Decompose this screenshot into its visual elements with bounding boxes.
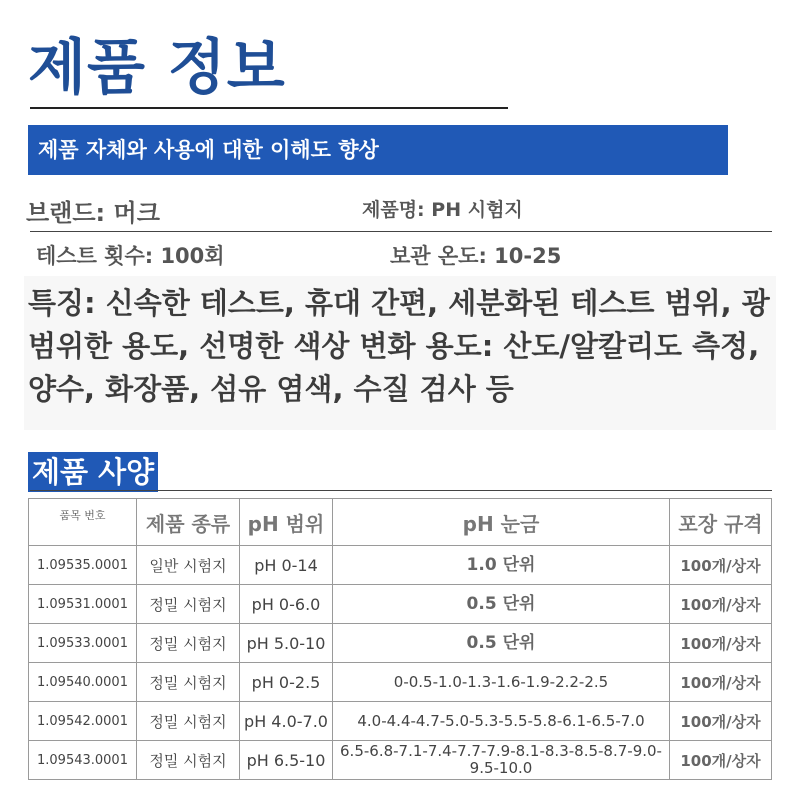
item-no-cell: 1.09542.0001 bbox=[29, 702, 137, 741]
range-cell: pH 0-2.5 bbox=[240, 663, 333, 702]
table-row bbox=[29, 702, 772, 741]
scale-cell: 1.0 단위 bbox=[333, 546, 670, 585]
test-count-label: 테스트 횟수: 100회 bbox=[36, 244, 225, 268]
spec-section-title: 제품 사양 bbox=[28, 452, 158, 492]
type-cell: 정밀 시험지 bbox=[137, 663, 240, 702]
type-cell: 정밀 시험지 bbox=[137, 585, 240, 624]
range-cell: pH 0-6.0 bbox=[240, 585, 333, 624]
spec-divider bbox=[30, 490, 772, 491]
item-no-cell: 1.09535.0001 bbox=[29, 546, 137, 585]
spec-table bbox=[28, 498, 772, 780]
column-header-type: 제품 종류 bbox=[137, 499, 240, 546]
type-cell: 일반 시험지 bbox=[137, 546, 240, 585]
column-header-range: pH 범위 bbox=[240, 499, 333, 546]
table-row bbox=[29, 624, 772, 663]
type-cell: 정밀 시험지 bbox=[137, 702, 240, 741]
range-cell: pH 6.5-10 bbox=[240, 741, 333, 780]
item-no-cell: 1.09540.0001 bbox=[29, 663, 137, 702]
column-header-item-no: 품목 번호 bbox=[29, 499, 137, 546]
range-cell: pH 5.0-10 bbox=[240, 624, 333, 663]
column-header-scale: pH 눈금 bbox=[333, 499, 670, 546]
scale-cell: 4.0-4.4-4.7-5.0-5.3-5.5-5.8-6.1-6.5-7.0 bbox=[333, 702, 670, 741]
package-cell: 100개/상자 bbox=[670, 546, 772, 585]
package-cell: 100개/상자 bbox=[670, 741, 772, 780]
page-title: 제품 정보 bbox=[28, 33, 286, 103]
scale-cell: 6.5-6.8-7.1-7.4-7.7-7.9-8.1-8.3-8.5-8.7-9.0-9.5-10.0 bbox=[333, 741, 670, 780]
item-no-cell: 1.09531.0001 bbox=[29, 585, 137, 624]
item-no-cell: 1.09533.0001 bbox=[29, 624, 137, 663]
features-text: 특징: 신속한 테스트, 휴대 간편, 세분화된 테스트 범위, 광범위한 용도, 선명한 색상 변화 용도: 산도/알칼리도 측정, 양수, 화장품, 섬유 염색, 수질 검사 등 bbox=[24, 276, 776, 430]
scale-cell: 0.5 단위 bbox=[333, 585, 670, 624]
product-name-label: 제품명: PH 시험지 bbox=[362, 199, 523, 221]
scale-cell: 0-0.5-1.0-1.3-1.6-1.9-2.2-2.5 bbox=[333, 663, 670, 702]
package-cell: 100개/상자 bbox=[670, 702, 772, 741]
table-row bbox=[29, 741, 772, 780]
range-cell: pH 4.0-7.0 bbox=[240, 702, 333, 741]
type-cell: 정밀 시험지 bbox=[137, 624, 240, 663]
scale-cell: 0.5 단위 bbox=[333, 624, 670, 663]
table-header-row bbox=[29, 499, 772, 546]
table-row bbox=[29, 585, 772, 624]
storage-temp-label: 보관 온도: 10-25 bbox=[390, 244, 562, 268]
package-cell: 100개/상자 bbox=[670, 663, 772, 702]
item-no-cell: 1.09543.0001 bbox=[29, 741, 137, 780]
table-row bbox=[29, 663, 772, 702]
table-row bbox=[29, 546, 772, 585]
type-cell: 정밀 시험지 bbox=[137, 741, 240, 780]
title-divider bbox=[30, 107, 508, 109]
brand-label: 브랜드: 머크 bbox=[26, 199, 160, 227]
column-header-package: 포장 규격 bbox=[670, 499, 772, 546]
package-cell: 100개/상자 bbox=[670, 624, 772, 663]
intro-banner: 제품 자체와 사용에 대한 이해도 향상 bbox=[28, 125, 728, 175]
info-divider bbox=[30, 231, 772, 232]
package-cell: 100개/상자 bbox=[670, 585, 772, 624]
range-cell: pH 0-14 bbox=[240, 546, 333, 585]
